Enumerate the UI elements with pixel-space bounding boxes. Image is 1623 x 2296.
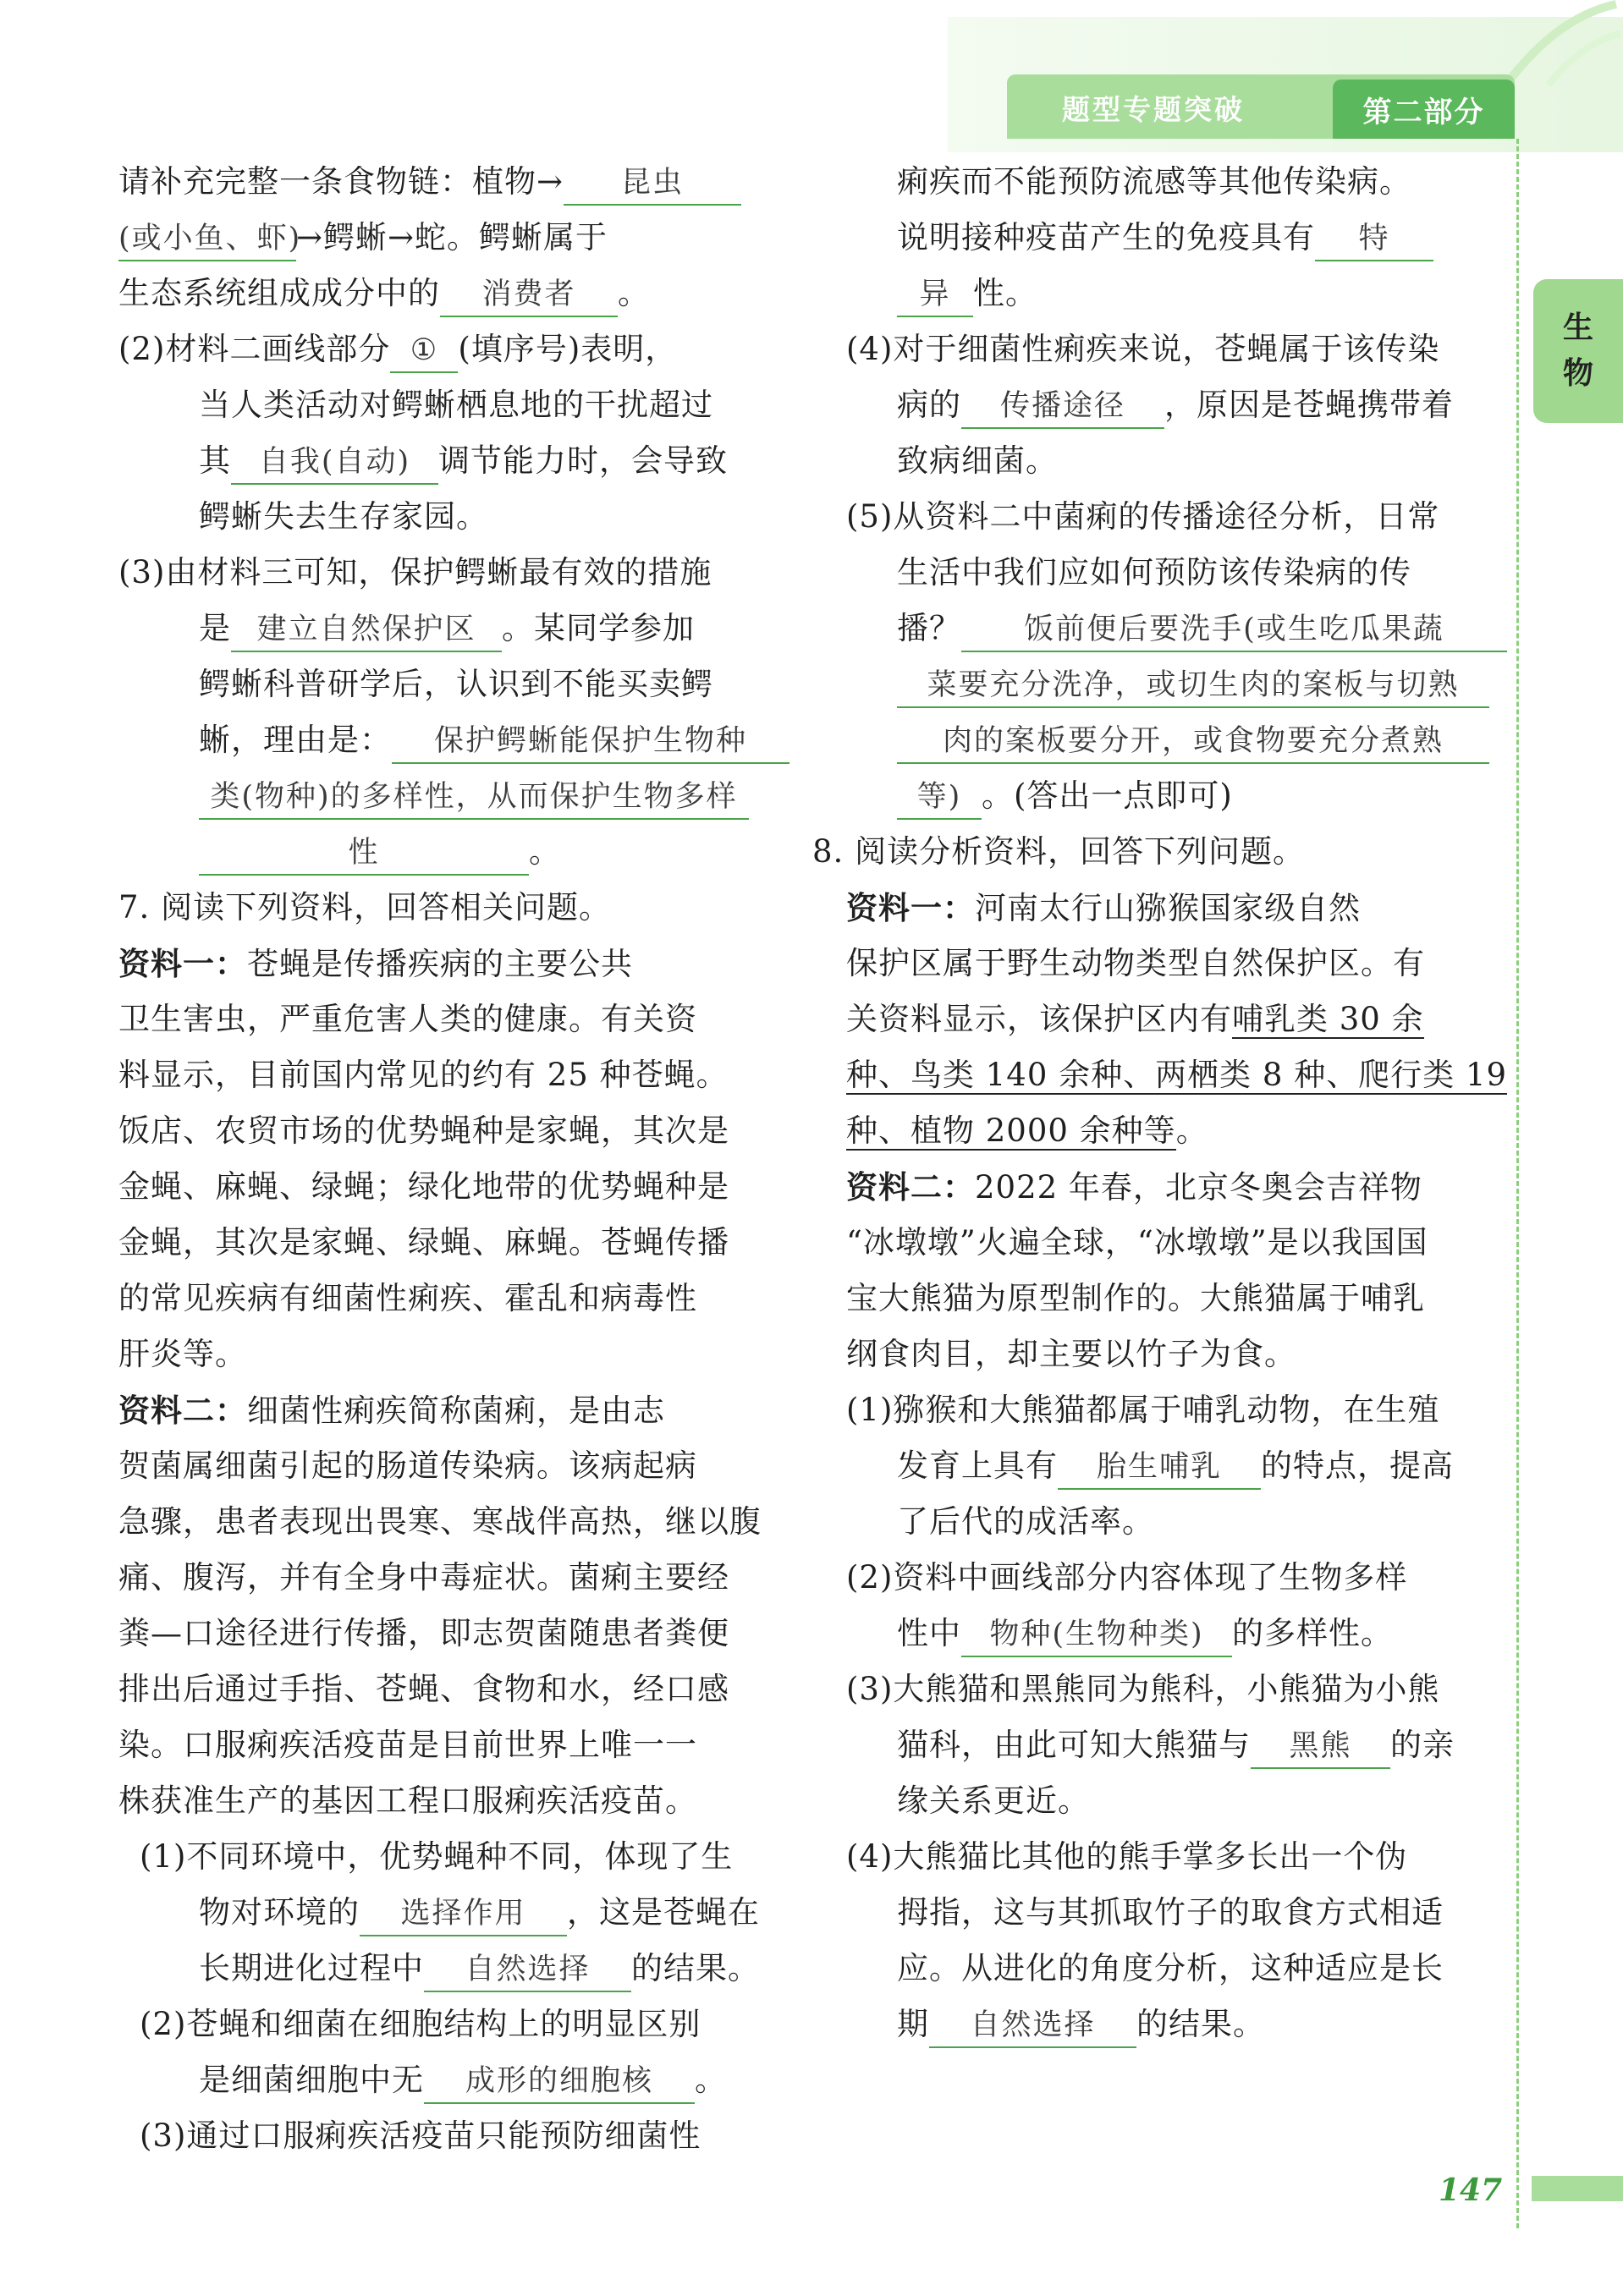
line-text: 应。从进化的角度分析，这种适应是长 <box>897 1950 1444 1986</box>
text-line <box>846 328 1439 371</box>
line-text: 性中 <box>897 1615 961 1651</box>
answer-blank: 成形的细胞核 <box>424 2060 695 2104</box>
text-line <box>118 1668 729 1711</box>
line-text: 缘关系更近。 <box>897 1782 1090 1819</box>
text-line <box>199 440 728 485</box>
text-line <box>118 1333 247 1376</box>
line-text: 致病细菌。 <box>897 442 1058 479</box>
line-text: 拇指，这与其抓取竹子的取食方式相适 <box>897 1894 1444 1931</box>
line-text: (5)从资料二中菌痢的传播途径分析，日常 <box>846 498 1440 535</box>
text-line <box>118 1501 762 1543</box>
line-text: 说明接种疫苗产生的免疫具有 <box>897 219 1315 255</box>
text-line <box>118 217 608 261</box>
text-line <box>199 607 695 652</box>
text-line <box>897 1445 1454 1490</box>
text-line <box>897 1501 1154 1543</box>
text-line <box>846 1836 1407 1878</box>
line-text: (2)资料中画线部分内容体现了生物多样 <box>846 1559 1408 1596</box>
text-line <box>846 1277 1425 1320</box>
text-line <box>897 2003 1265 2048</box>
line-text: 饭店、农贸市场的优势蝇种是家蝇，其次是 <box>118 1112 729 1149</box>
text-line <box>118 1054 729 1096</box>
line-text: 肝炎等。 <box>118 1336 247 1372</box>
answer-blank: 等) <box>897 776 982 820</box>
text-line <box>118 887 611 929</box>
text-line <box>118 272 650 317</box>
text-line <box>118 942 633 986</box>
side-divider <box>1516 139 1519 2228</box>
answer-blank: 类(物种)的多样性，从而保护生物多样 <box>199 776 749 820</box>
subject-char: 物 <box>1562 356 1593 391</box>
line-text: 株获准生产的基因工程口服痢疾活疫苗。 <box>118 1782 697 1819</box>
line-text: 河南太行山猕猴国家级自然 <box>975 890 1361 926</box>
line-text: 贺菌属细菌引起的肠道传染病。该病起病 <box>118 1447 697 1484</box>
text-line <box>118 1110 729 1152</box>
line-text: 是细菌细胞中无 <box>199 2062 424 2098</box>
answer-blank: 物种(生物种类) <box>961 1613 1232 1657</box>
text-line <box>846 1166 1422 1209</box>
line-tail: 。 <box>529 833 561 870</box>
text-line <box>846 1668 1439 1711</box>
line-text: 长期进化过程中 <box>199 1950 424 1986</box>
text-line <box>846 1222 1428 1264</box>
answer-blank: 肉的案板要分开，或食物要充分煮熟 <box>897 720 1489 764</box>
line-tail: 性。 <box>973 275 1037 311</box>
text-line <box>118 1277 697 1320</box>
answer-blank: 自然选择 <box>424 1948 631 1992</box>
line-text: 关资料显示，该保护区内有 <box>846 1001 1232 1037</box>
text-line <box>140 1836 733 1878</box>
line-text: 痢疾而不能预防流感等其他传染病。 <box>897 163 1411 200</box>
line-text: 病的 <box>897 387 961 423</box>
subject-tab <box>1533 279 1623 423</box>
text-line <box>118 998 697 1041</box>
line-text: 卫生害虫，严重危害人类的健康。有关资 <box>118 1001 697 1037</box>
material-label: 资料二： <box>846 1168 975 1206</box>
text-line <box>140 2003 701 2046</box>
text-line <box>897 1724 1455 1769</box>
line-tail: ，这是苍蝇在 <box>567 1894 760 1931</box>
text-line <box>118 1166 729 1208</box>
section-topic: 题型专题突破 <box>1062 93 1245 126</box>
line-text: (2)材料二画线部分 <box>118 331 391 367</box>
text-line <box>897 217 1433 261</box>
text-line <box>118 1724 697 1766</box>
answer-blank: 胎生哺乳 <box>1058 1446 1261 1490</box>
material-label: 资料一： <box>846 889 975 926</box>
line-text: 苍蝇是传播疾病的主要公共 <box>247 946 633 982</box>
text-line <box>846 1557 1407 1599</box>
answer-blank: 选择作用 <box>360 1892 567 1936</box>
line-text: 痛、腹泻，并有全身中毒症状。菌痢主要经 <box>118 1559 729 1596</box>
line-text: 是 <box>199 610 231 646</box>
line-text: 8. 阅读分析资料，回答下列问题。 <box>812 833 1306 870</box>
text-line <box>846 1110 1208 1152</box>
answer-blank: 性 <box>199 832 529 876</box>
answer-blank: 消费者 <box>440 273 618 317</box>
line-text: 急骤，患者表现出畏寒、寒战伴高热，继以腹 <box>118 1503 762 1540</box>
underlined-text: 哺乳类 30 余 <box>1232 1001 1424 1037</box>
line-text: 期 <box>897 2006 929 2042</box>
line-tail: 。(答出一点即可) <box>982 777 1233 814</box>
answer-blank: 建立自然保护区 <box>231 608 502 652</box>
line-tail: 的多样性。 <box>1232 1615 1393 1651</box>
line-tail: 。 <box>695 2062 727 2098</box>
line-text: (1)猕猴和大熊猫都属于哺乳动物，在生殖 <box>846 1392 1440 1428</box>
line-tail: 的结果。 <box>631 1950 760 1986</box>
text-line <box>897 384 1454 429</box>
line-text: “冰墩墩”火遍全球，“冰墩墩”是以我国国 <box>846 1224 1428 1261</box>
text-line <box>118 1780 697 1822</box>
answer-blank: 菜要充分洗净，或切生肉的案板与切熟 <box>897 664 1489 708</box>
line-text: (3)由材料三可知，保护鳄蜥最有效的措施 <box>118 554 712 590</box>
answer-blank: 饭前便后要洗手(或生吃瓜果蔬 <box>961 608 1507 652</box>
line-text: 蜥，理由是： <box>199 722 392 758</box>
text-line <box>897 161 1411 203</box>
text-line <box>846 496 1439 538</box>
text-line <box>846 887 1361 930</box>
text-line <box>897 552 1411 594</box>
subject-char: 生 <box>1562 310 1593 345</box>
line-tail: →鳄蜥→蛇。鳄蜥属于 <box>296 219 608 255</box>
text-line <box>199 384 713 426</box>
line-tail: 调节能力时，会导致 <box>438 442 728 479</box>
text-line <box>118 161 741 206</box>
text-line <box>846 998 1424 1041</box>
text-line <box>846 1389 1439 1431</box>
text-line <box>118 1612 729 1655</box>
line-tail: 的特点，提高 <box>1261 1447 1454 1484</box>
line-text: 播？ <box>897 610 961 646</box>
material-label: 资料二： <box>118 1392 247 1429</box>
line-tail: ，原因是苍蝇携带着 <box>1164 387 1454 423</box>
answer-blank: 昆虫 <box>564 162 741 206</box>
answer-blank: 保护鳄蜥能保护生物种 <box>392 720 789 764</box>
line-text: (4)对于细菌性痢疾来说，苍蝇属于该传染 <box>846 331 1440 367</box>
line-text: 料显示，目前国内常见的约有 25 种苍蝇。 <box>118 1057 729 1093</box>
text-line <box>118 1445 697 1487</box>
page-number: 147 <box>1439 2172 1503 2208</box>
line-text: 金蝇，其次是家蝇、绿蝇、麻蝇。苍蝇传播 <box>118 1224 729 1261</box>
text-line <box>199 1892 760 1936</box>
line-text: 鳄蜥失去生存家园。 <box>199 498 488 535</box>
line-tail: 。 <box>618 275 650 311</box>
line-text: 金蝇、麻蝇、绿蝇；绿化地带的优势蝇种是 <box>118 1168 729 1205</box>
underlined-text: 种、植物 2000 余种等 <box>846 1112 1176 1149</box>
footer-bar <box>1532 2176 1623 2201</box>
text-line <box>846 1333 1296 1376</box>
text-line <box>199 2059 727 2104</box>
text-line <box>199 831 561 876</box>
text-line <box>846 1054 1507 1096</box>
text-line <box>199 496 488 538</box>
text-line <box>897 1612 1393 1657</box>
answer-blank: 异 <box>897 273 973 317</box>
text-line <box>199 663 713 706</box>
text-line <box>199 1947 760 1992</box>
answer-blank: 黑熊 <box>1251 1725 1390 1769</box>
line-text: 当人类活动对鳄蜥栖息地的干扰超过 <box>199 387 713 423</box>
line-text: 发育上具有 <box>897 1447 1058 1484</box>
text-line <box>140 2115 701 2157</box>
line-text: 染。口服痢疾活疫苗是目前世界上唯一一 <box>118 1727 697 1763</box>
line-text: 细菌性痢疾简称菌痢，是由志 <box>247 1392 665 1429</box>
line-text: 2022 年春，北京冬奥会吉祥物 <box>975 1169 1422 1206</box>
answer-blank: 自然选择 <box>929 2004 1136 2048</box>
text-line <box>812 831 1305 873</box>
text-line <box>897 272 1037 317</box>
text-line <box>897 775 1233 820</box>
line-text: 排出后通过手指、苍蝇、食物和水，经口感 <box>118 1671 729 1707</box>
text-line <box>118 328 677 373</box>
text-line <box>897 440 1058 482</box>
line-text: (1)不同环境中，优势蝇种不同，体现了生 <box>140 1838 734 1875</box>
line-text: 其 <box>199 442 231 479</box>
line-text: 鳄蜥科普研学后，认识到不能买卖鳄 <box>199 666 713 702</box>
line-tail: (填序号)表明， <box>458 331 678 367</box>
text-line <box>897 1780 1090 1822</box>
text-line <box>118 1389 665 1432</box>
text-line <box>199 775 749 820</box>
line-tail: 。某同学参加 <box>502 610 695 646</box>
line-text: 生态系统组成成分中的 <box>118 275 440 311</box>
line-text: (3)通过口服痢疾活疫苗只能预防细菌性 <box>140 2117 701 2154</box>
line-text: 宝大熊猫为原型制作的。大熊猫属于哺乳 <box>846 1280 1425 1316</box>
text-line <box>118 1222 729 1264</box>
line-tail: 的结果。 <box>1136 2006 1265 2042</box>
text-line <box>199 719 789 764</box>
line-text: (4)大熊猫比其他的熊手掌多长出一个伪 <box>846 1838 1408 1875</box>
answer-blank: (或小鱼、虾) <box>118 217 296 261</box>
text-line <box>897 1947 1444 1990</box>
line-tail: 。 <box>1175 1112 1208 1149</box>
text-line <box>897 607 1507 652</box>
line-text: 纲食肉目，却主要以竹子为食。 <box>846 1336 1296 1372</box>
line-text: 物对环境的 <box>199 1894 360 1931</box>
line-tail: 的亲 <box>1390 1727 1455 1763</box>
leaf-decoration-icon <box>1498 0 1623 93</box>
text-line <box>118 552 712 594</box>
answer-blank: ① <box>390 329 458 373</box>
line-text: (3)大熊猫和黑熊同为熊科，小熊猫为小熊 <box>846 1671 1440 1707</box>
material-label: 资料一： <box>118 945 247 982</box>
text-line <box>897 663 1489 708</box>
line-text: 了后代的成活率。 <box>897 1503 1154 1540</box>
answer-blank: 传播途径 <box>961 385 1164 429</box>
text-line <box>897 1892 1444 1934</box>
line-text: 猫科，由此可知大熊猫与 <box>897 1727 1251 1763</box>
part-badge: 第二部分 <box>1333 80 1515 139</box>
line-text: 的常见疾病有细菌性痢疾、霍乱和病毒性 <box>118 1280 697 1316</box>
line-text: 7. 阅读下列资料，回答相关问题。 <box>118 889 612 926</box>
text-line <box>118 1557 729 1599</box>
line-text: 请补充完整一条食物链：植物→ <box>118 163 564 200</box>
line-text: (2)苍蝇和细菌在细胞结构上的明显区别 <box>140 2006 701 2042</box>
answer-blank: 自我(自动) <box>231 441 438 485</box>
line-text: 粪—口途径进行传播，即志贺菌随患者粪便 <box>118 1615 729 1651</box>
line-text: 生活中我们应如何预防该传染病的传 <box>897 554 1411 590</box>
answer-blank: 特 <box>1315 217 1433 261</box>
underlined-text: 种、鸟类 140 余种、两栖类 8 种、爬行类 19 <box>846 1057 1508 1093</box>
text-line <box>846 942 1425 985</box>
line-text: 保护区属于野生动物类型自然保护区。有 <box>846 945 1425 981</box>
text-line <box>897 719 1489 764</box>
